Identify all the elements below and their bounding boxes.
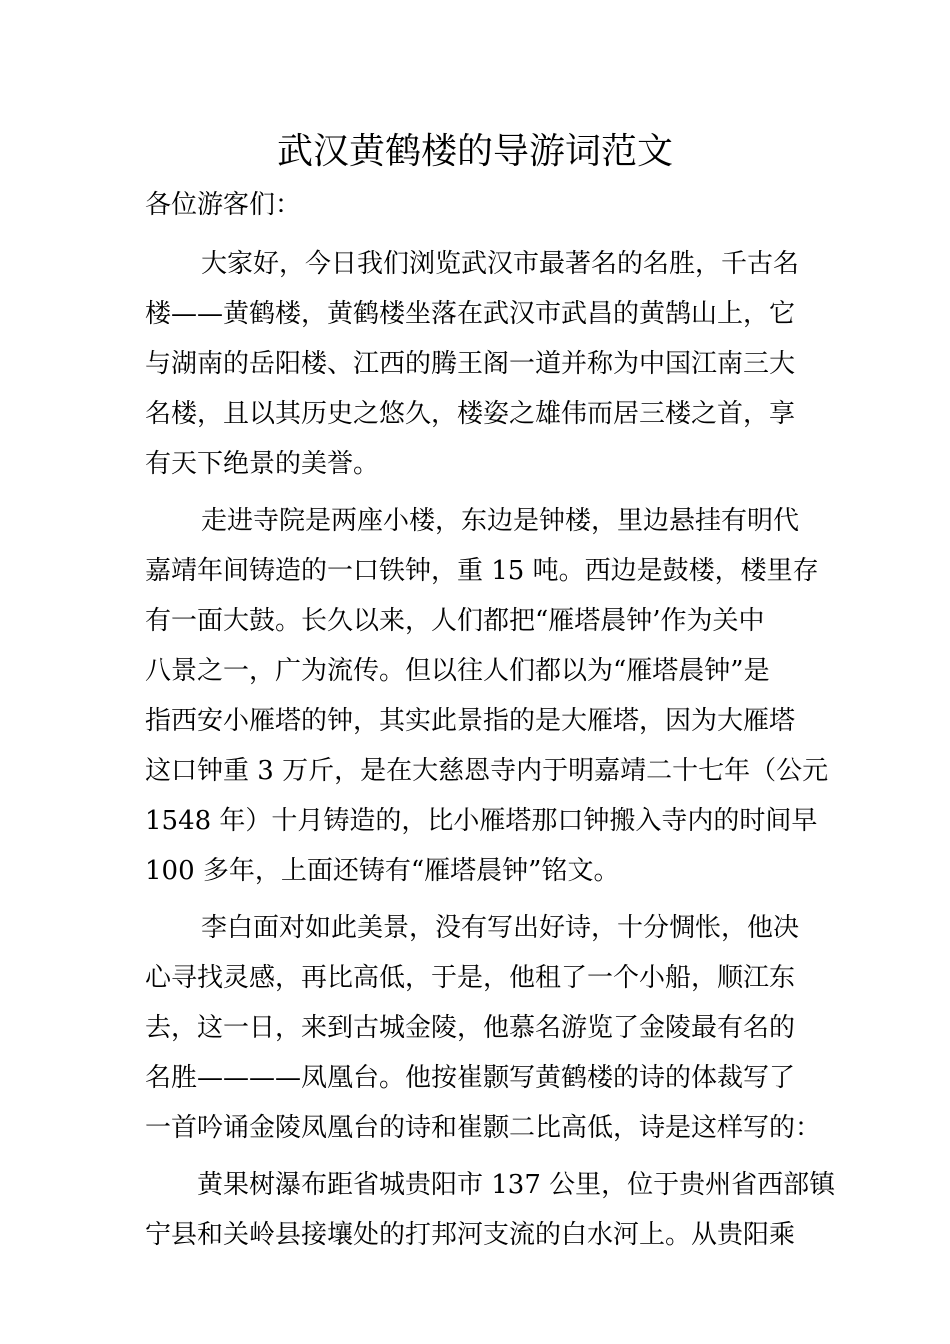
paragraph-line: 名楼，且以其历史之悠久，楼姿之雄伟而居三楼之首，享 [145,399,796,429]
paragraph-spacer [145,230,810,239]
paragraph-line: 嘉靖年间铸造的一口铁钟，重 15 吨。西边是鼓楼，楼里存 [145,556,819,586]
paragraph-line: 指西安小雁塔的钟，其实此景指的是大雁塔，因为大雁塔 [145,706,796,736]
paragraph-3 [145,903,822,1153]
paragraph-line: 八景之一，广为流传。但以往人们都以为“雁塔晨钟”是 [145,656,770,686]
paragraph-line: 李白面对如此美景，没有写出好诗，十分惆怅，他决 [201,913,800,943]
document-body [145,180,836,1260]
paragraph-line: 100 多年，上面还铸有“雁塔晨钟”铭文。 [145,856,620,886]
paragraph-line: 一首吟诵金陵凤凰台的诗和崔颢二比高低，诗是这样写的： [145,1113,822,1143]
paragraph-2 [145,496,829,896]
paragraph-line: 楼——黄鹤楼，黄鹤楼坐落在武汉市武昌的黄鹄山上，它 [145,299,796,329]
paragraph-line: 大家好，今日我们浏览武汉市最著名的名胜，千古名 [201,249,800,279]
paragraph-line: 心寻找灵感，再比高低，于是，他租了一个小船，顺江东 [145,963,796,993]
paragraph-line: 这口钟重 3 万斤，是在大慈恩寺内于明嘉靖二十七年（公元 [145,756,829,786]
paragraph-line: 走进寺院是两座小楼，东边是钟楼，里边悬挂有明代 [201,506,800,536]
salutation: 各位游客们： [145,190,302,220]
paragraph-line: 有一面大鼓。长久以来，人们都把“雁塔晨钟’作为关中 [145,606,765,636]
paragraph-4 [145,1160,836,1260]
paragraph-line: 黄果树瀑布距省城贵阳市 137 公里，位于贵州省西部镇 [197,1170,836,1200]
paragraph-line: 宁县和关岭县接壤处的打邦河支流的白水河上。从贵阳乘 [145,1220,796,1250]
paragraph-line: 去，这一日，来到古城金陵，他慕名游览了金陵最有名的 [145,1013,796,1043]
document-title: 武汉黄鹤楼的导游词范文 [276,131,673,172]
paragraph-line: 名胜————凤凰台。他按崔颢写黄鹤楼的诗的体裁写了 [145,1063,796,1093]
paragraph-1 [145,239,810,489]
paragraph-line: 1548 年）十月铸造的，比小雁塔那口钟搬入寺内的时间早 [145,806,818,836]
paragraph-line: 与湖南的岳阳楼、江西的腾王阁一道并称为中国江南三大 [145,349,796,379]
paragraph-line: 有天下绝景的美誉。 [145,449,380,479]
